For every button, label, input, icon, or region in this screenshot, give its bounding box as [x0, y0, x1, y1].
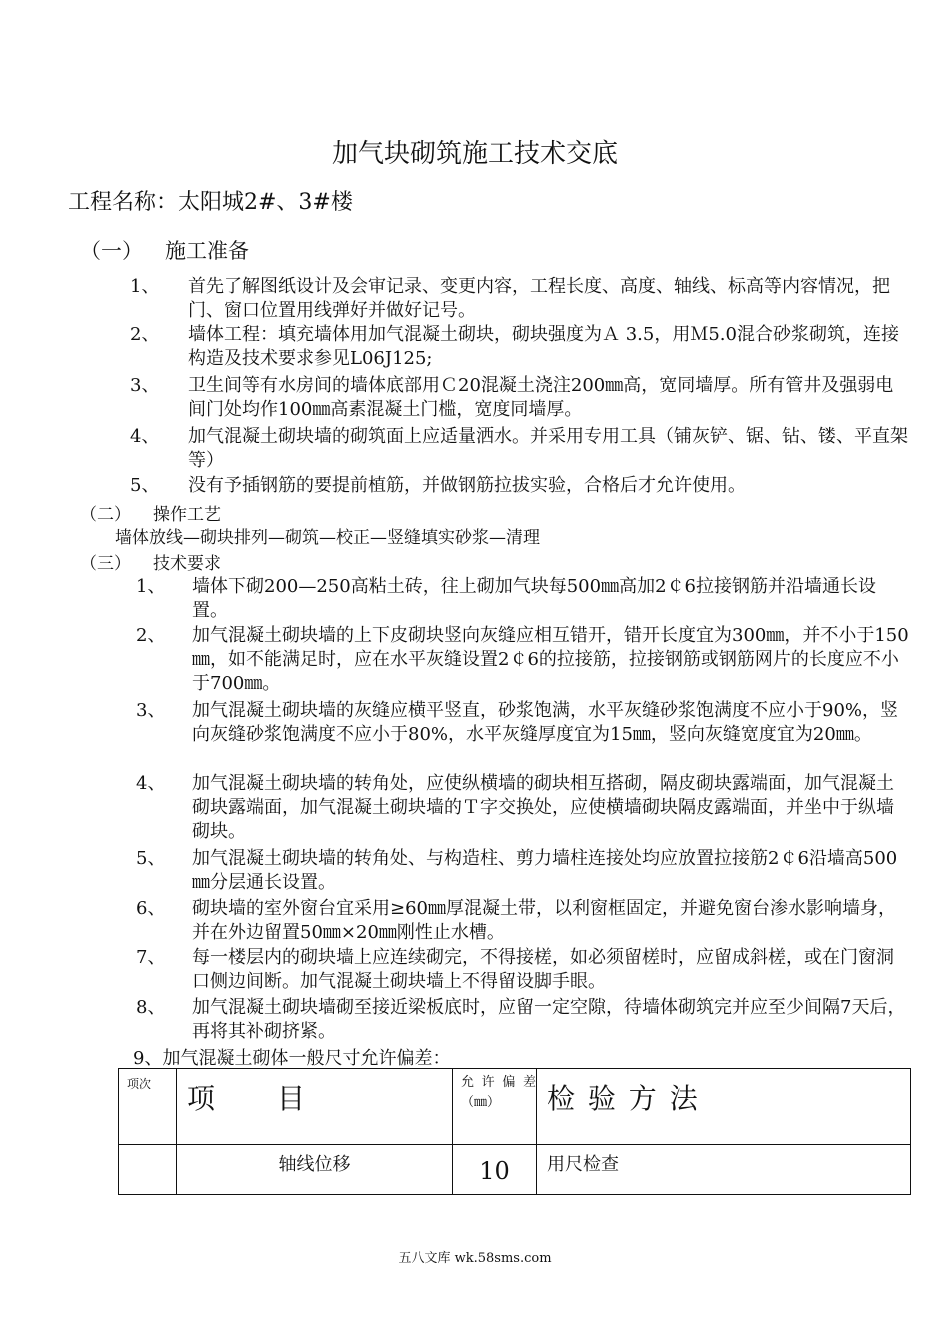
header-method: 检 验 方 法: [537, 1069, 911, 1145]
item-number: 3、: [136, 700, 166, 721]
item-text: 加气混凝土砌块墙的灰缝应横平竖直，砂浆饱满，水平灰缝砂浆饱满度不应小于90%，竖向灰缝砂浆饱满度不应小于80%，水平灰缝厚度宜为15㎜，竖向灰缝宽度宜为20㎜。: [192, 700, 899, 745]
section-heading-process: [80, 500, 221, 525]
item-number: 3、: [130, 375, 160, 396]
item-number: 7、: [136, 947, 166, 968]
item-number: 4、: [136, 773, 166, 794]
item-number: 5、: [130, 475, 160, 496]
item-text: 每一楼层内的砌块墙上应连续砌完，不得接槎，如必须留槎时，应留成斜槎，或在门窗洞口侧边间断。加气混凝土砌块墙上不得留设脚手眼。: [192, 947, 894, 992]
item-number: 4、: [130, 426, 160, 447]
section-label: （一）: [80, 239, 143, 263]
section-label: （三）: [80, 554, 131, 574]
item-number: 1、: [130, 276, 160, 297]
cell-item: 轴线位移: [177, 1145, 453, 1195]
item-number: 5、: [136, 848, 166, 869]
section-heading-prep: [80, 235, 249, 265]
item-number: 8、: [136, 997, 166, 1018]
item-number: 1、: [136, 576, 166, 597]
item-text: 墙体工程：填充墙体用加气混凝土砌块，砌块强度为Ａ 3.5，用Ｍ5.0混合砂浆砌筑，连接构造及技术要求参见L06J125;: [188, 324, 899, 369]
section-title: 操作工艺: [153, 505, 221, 525]
section-title: 技术要求: [153, 554, 221, 574]
item-text: 没有予插钢筋的要提前植筋，并做钢筋拉拔实验，合格后才允许使用。: [188, 475, 746, 496]
table-row: [119, 1145, 911, 1195]
footer-watermark: 五八文库 wk.58sms.com: [398, 1251, 552, 1266]
item-text: 卫生间等有水房间的墙体底部用Ｃ20混凝土浇注200㎜高，宽同墙厚。所有管井及强弱电间门处均作100㎜高素混凝土门槛，宽度同墙厚。: [188, 375, 894, 420]
item-number: 2、: [130, 324, 160, 345]
header-no: 项次: [119, 1069, 177, 1145]
item-number: 2、: [136, 625, 166, 646]
header-item: 项 目: [177, 1069, 453, 1145]
tolerance-heading: 9、加气混凝土砌体一般尺寸允许偏差：: [133, 1048, 451, 1069]
project-name: 工程名称：太阳城2#、3#楼: [68, 190, 353, 215]
section-title: 施工准备: [165, 239, 249, 263]
item-text: 加气混凝土砌块墙砌至接近梁板底时，应留一定空隙，待墙体砌筑完并应至少间隔7天后，再将其补砌挤紧。: [192, 997, 906, 1042]
table-header-row: [119, 1069, 911, 1145]
section-heading-tech: [80, 549, 221, 574]
process-flow: 墙体放线—砌块排列—砌筑—校正—竖缝填实砂浆—清理: [115, 528, 540, 548]
cell-method: 用尺检查: [537, 1145, 911, 1195]
item-text: 加气混凝土砌块墙的转角处、与构造柱、剪力墙柱连接处均应放置拉接筋2￠6沿墙高500㎜分层通长设置。: [192, 848, 898, 893]
cell-no: [119, 1145, 177, 1195]
document-title: 加气块砌筑施工技术交底: [331, 139, 618, 169]
section-label: （二）: [80, 505, 131, 525]
item-text: 加气混凝土砌块墙的转角处，应使纵横墙的砌块相互搭砌，隔皮砌块露端面，加气混凝土砌块露端面，加气混凝土砌块墙的Ｔ字交换处，应使横墙砌块隔皮露端面，并坐中于纵墙砌块。: [192, 773, 894, 842]
header-tolerance: 允许偏差（㎜）: [453, 1069, 537, 1145]
item-text: 加气混凝土砌块墙的上下皮砌块竖向灰缝应相互错开，错开长度宜为300㎜，并不小于150㎜，如不能满足时，应在水平灰缝设置2￠6的拉接筋，拉接钢筋或钢筋网片的长度应不小于700㎜。: [192, 625, 909, 694]
item-text: 墙体下砌200—250高粘土砖，往上砌加气块每500㎜高加2￠6拉接钢筋并沿墙通长设置。: [192, 576, 876, 621]
tolerance-table: [118, 1068, 911, 1195]
item-number: 6、: [136, 898, 166, 919]
cell-tolerance: 10: [453, 1145, 537, 1195]
item-text: 砌块墙的室外窗台宜采用≥60㎜厚混凝土带，以利窗框固定，并避免窗台渗水影响墙身，并在外边留置50㎜×20㎜刚性止水槽。: [192, 898, 896, 943]
item-text: 加气混凝土砌块墙的砌筑面上应适量洒水。并采用专用工具（铺灰铲、锯、钻、镂、平直架等）: [188, 426, 908, 471]
item-text: 首先了解图纸设计及会审记录、变更内容，工程长度、高度、轴线、标高等内容情况，把门、窗口位置用线弹好并做好记号。: [188, 276, 890, 321]
